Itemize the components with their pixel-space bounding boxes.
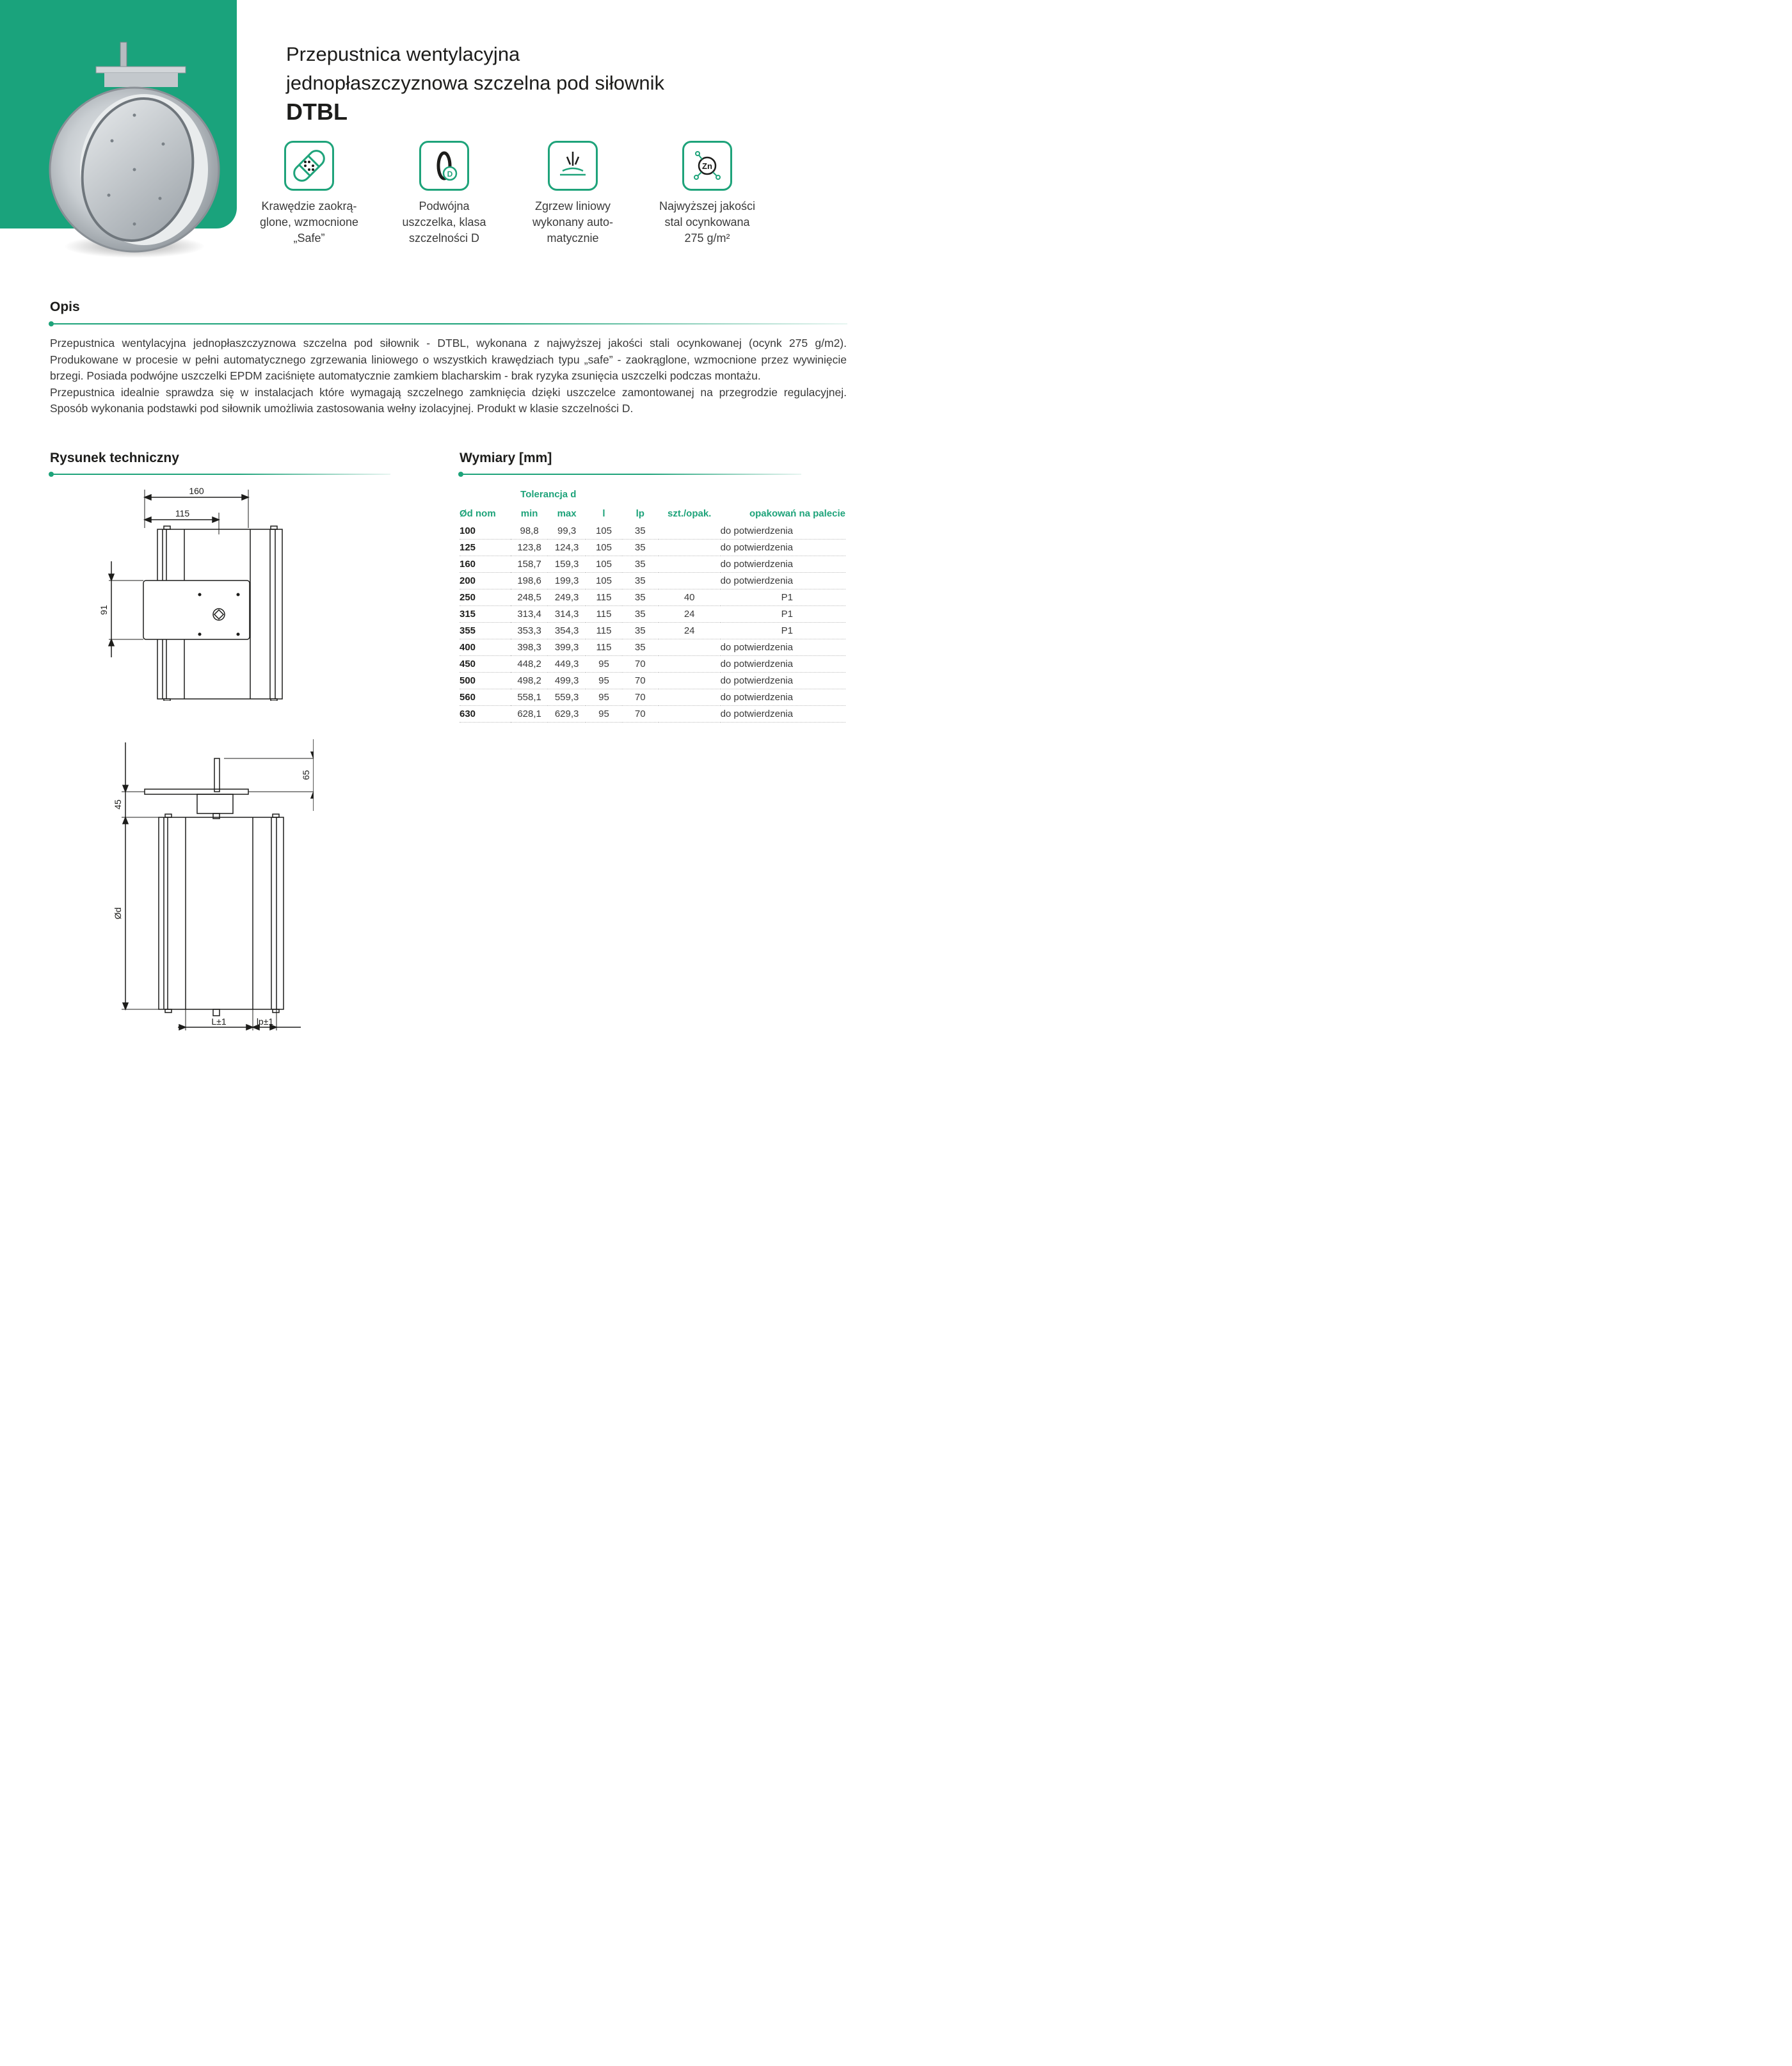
cell-d-nom: 200 (460, 573, 511, 589)
cell-packs-per-pallet: do potwierdzenia (721, 573, 845, 589)
feature-double-gasket (387, 141, 502, 246)
description-text (50, 335, 847, 417)
drawing-divider (51, 474, 390, 475)
title-line-2: jednopłaszczyznowa szczelna pod siłownik (286, 72, 665, 94)
description-line: Przepustnica wentylacyjna jednopłaszczyznowa szczelna pod siłownik - DTBL, wykonana z najwyższej jakości stali ocynkowanej (ocynk 275 g/m2). (50, 337, 847, 349)
cell-min: 558,1 (511, 689, 548, 706)
drawing-heading: Rysunek techniczny (50, 451, 179, 465)
description-line: brzegi. Posiada podwójne uszczelki EPDM zaciśnięte automatycznie zamkiem blacharskim - brak ryzyka zsunięcia uszczelki podczas montażu. (50, 369, 761, 382)
dim-label-d: Ød (113, 907, 123, 920)
cell-lp: 35 (622, 540, 659, 556)
cell-packs-per-pallet: do potwierdzenia (721, 673, 845, 689)
cell-min: 158,7 (511, 556, 548, 573)
dim-label-65: 65 (301, 770, 311, 780)
cell-l: 115 (586, 589, 621, 606)
feature-label-line: matycznie (547, 232, 599, 244)
technical-drawing-side (109, 733, 314, 1030)
dim-label-115: 115 (175, 508, 190, 518)
cell-l: 95 (586, 689, 621, 706)
cell-min: 398,3 (511, 639, 548, 656)
col-header-l: l (602, 508, 605, 519)
description-line: Sposób wykonania podstawki pod siłownik umożliwia zastosowania wełny izolacyjnej. Produkt w klasie szczelności D. (50, 402, 634, 415)
cell-d-nom: 400 (460, 639, 511, 656)
cell-l: 105 (586, 523, 621, 540)
cell-min: 628,1 (511, 706, 548, 723)
product-code: DTBL (286, 99, 348, 125)
table-row (460, 706, 845, 723)
feature-line-weld (515, 141, 630, 246)
table-row (460, 523, 845, 540)
feature-label-line: Najwyższej jakości (659, 200, 756, 212)
cell-max: 249,3 (548, 589, 586, 606)
technical-drawing-top (90, 483, 307, 701)
cell-d-nom: 125 (460, 540, 511, 556)
col-header-min: min (520, 508, 538, 519)
col-header-packs-per-pallet: opakowań na palecie (749, 508, 845, 519)
product-title (286, 40, 664, 126)
table-row (460, 540, 845, 556)
cell-l: 105 (586, 573, 621, 589)
cell-d-nom: 450 (460, 656, 511, 673)
feature-label-line: Podwójna (419, 200, 470, 212)
cell-lp: 35 (622, 606, 659, 623)
dimensions-table (460, 484, 845, 723)
svg-text:D: D (447, 170, 453, 179)
cell-max: 559,3 (548, 689, 586, 706)
description-line: Produkowane w procesie w pełni automatycznego zgrzewania liniowego o wszystkich krawędziach typu „safe” - zaokrąglone, wzmocnione przez wywinięcie (50, 353, 847, 366)
cell-l: 95 (586, 656, 621, 673)
cell-l: 115 (586, 623, 621, 639)
cell-min: 98,8 (511, 523, 548, 540)
cell-packs-per-pallet: do potwierdzenia (721, 523, 845, 540)
cell-d-nom: 100 (460, 523, 511, 540)
cell-lp: 35 (622, 523, 659, 540)
cell-max: 629,3 (548, 706, 586, 723)
description-divider (51, 323, 847, 324)
feature-label-line: szczelności D (408, 232, 480, 244)
cell-lp: 70 (622, 689, 659, 706)
tolerance-header-row (460, 484, 845, 504)
feature-rounded-edges (252, 141, 367, 246)
table-row (460, 639, 845, 656)
feature-label-line: Krawędzie zaokrą- (261, 200, 357, 212)
cell-pcs-per-pack (659, 656, 721, 673)
cell-min: 353,3 (511, 623, 548, 639)
cell-pcs-per-pack: 24 (659, 606, 721, 623)
cell-max: 314,3 (548, 606, 586, 623)
zinc-icon (682, 141, 732, 191)
table-row (460, 606, 845, 623)
description-heading: Opis (50, 300, 80, 314)
cell-lp: 35 (622, 589, 659, 606)
feature-label-line: glone, wzmocnione (259, 216, 359, 228)
dim-label-160: 160 (189, 486, 204, 496)
cell-packs-per-pallet: P1 (721, 606, 845, 623)
cell-max: 199,3 (548, 573, 586, 589)
cell-d-nom: 500 (460, 673, 511, 689)
cell-d-nom: 160 (460, 556, 511, 573)
cell-max: 124,3 (548, 540, 586, 556)
col-header-max: max (557, 508, 577, 519)
dim-label-45: 45 (113, 799, 123, 810)
table-row (460, 673, 845, 689)
feature-label-line: stal ocynkowana (664, 216, 750, 228)
cell-d-nom: 630 (460, 706, 511, 723)
table-row (460, 656, 845, 673)
col-header-pcs-per-pack: szt./opak. (668, 508, 712, 519)
cell-pcs-per-pack (659, 689, 721, 706)
cell-pcs-per-pack (659, 573, 721, 589)
cell-pcs-per-pack: 24 (659, 623, 721, 639)
cell-min: 123,8 (511, 540, 548, 556)
cell-lp: 35 (622, 573, 659, 589)
column-header-row (460, 504, 845, 523)
cell-lp: 70 (622, 656, 659, 673)
feature-galvanized-steel (650, 141, 765, 246)
cell-lp: 70 (622, 706, 659, 723)
cell-packs-per-pallet: do potwierdzenia (721, 706, 845, 723)
weld-icon (548, 141, 598, 191)
cell-max: 499,3 (548, 673, 586, 689)
cell-packs-per-pallet: P1 (721, 623, 845, 639)
cell-max: 399,3 (548, 639, 586, 656)
table-row (460, 689, 845, 706)
dim-label-lp: lp±1 (256, 1016, 274, 1027)
cell-d-nom: 315 (460, 606, 511, 623)
dimensions-table-body (460, 523, 845, 723)
col-header-d-nom: Ød nom (460, 508, 496, 519)
cell-packs-per-pallet: do potwierdzenia (721, 656, 845, 673)
feature-label-line: wykonany auto- (532, 216, 614, 228)
cell-d-nom: 250 (460, 589, 511, 606)
cell-l: 105 (586, 556, 621, 573)
cell-min: 198,6 (511, 573, 548, 589)
cell-packs-per-pallet: do potwierdzenia (721, 556, 845, 573)
cell-pcs-per-pack (659, 639, 721, 656)
cell-max: 99,3 (548, 523, 586, 540)
table-row (460, 573, 845, 589)
bandage-icon (284, 141, 334, 191)
cell-max: 354,3 (548, 623, 586, 639)
title-line-1: Przepustnica wentylacyjna (286, 43, 520, 65)
col-header-lp: lp (636, 508, 644, 519)
dimensions-heading: Wymiary [mm] (460, 451, 552, 465)
gasket-d-icon (419, 141, 469, 191)
cell-d-nom: 560 (460, 689, 511, 706)
cell-pcs-per-pack: 40 (659, 589, 721, 606)
dimensions-divider (461, 474, 801, 475)
cell-l: 115 (586, 639, 621, 656)
tolerance-label: Tolerancja d (520, 488, 577, 500)
cell-l: 105 (586, 540, 621, 556)
feature-label-line: uszczelka, klasa (402, 216, 486, 228)
cell-min: 498,2 (511, 673, 548, 689)
cell-l: 115 (586, 606, 621, 623)
cell-pcs-per-pack (659, 523, 721, 540)
table-row (460, 556, 845, 573)
cell-lp: 35 (622, 639, 659, 656)
damper-product-photo (38, 38, 230, 262)
cell-packs-per-pallet: do potwierdzenia (721, 639, 845, 656)
cell-l: 95 (586, 706, 621, 723)
cell-lp: 70 (622, 673, 659, 689)
cell-d-nom: 355 (460, 623, 511, 639)
cell-packs-per-pallet: do potwierdzenia (721, 540, 845, 556)
cell-pcs-per-pack (659, 673, 721, 689)
cell-max: 449,3 (548, 656, 586, 673)
dim-label-91: 91 (99, 605, 109, 615)
feature-label-line: 275 g/m² (684, 232, 730, 244)
dim-label-l: L±1 (211, 1016, 227, 1027)
feature-label-line: Zgrzew liniowy (534, 200, 611, 212)
cell-max: 159,3 (548, 556, 586, 573)
description-line: Przepustnica idealnie sprawdza się w instalacjach które wymagają szczelnego zamknięcia dzięki uszczelce zamontowanej na przegrodzie regulacyjnej. (50, 385, 847, 399)
svg-text:Zn: Zn (702, 161, 712, 171)
table-row (460, 623, 845, 639)
cell-min: 313,4 (511, 606, 548, 623)
cell-packs-per-pallet: P1 (721, 589, 845, 606)
feature-label-line: „Safe” (293, 232, 325, 244)
table-row (460, 589, 845, 606)
cell-pcs-per-pack (659, 556, 721, 573)
cell-min: 448,2 (511, 656, 548, 673)
cell-packs-per-pallet: do potwierdzenia (721, 689, 845, 706)
cell-min: 248,5 (511, 589, 548, 606)
cell-pcs-per-pack (659, 540, 721, 556)
cell-lp: 35 (622, 556, 659, 573)
cell-pcs-per-pack (659, 706, 721, 723)
cell-l: 95 (586, 673, 621, 689)
cell-lp: 35 (622, 623, 659, 639)
